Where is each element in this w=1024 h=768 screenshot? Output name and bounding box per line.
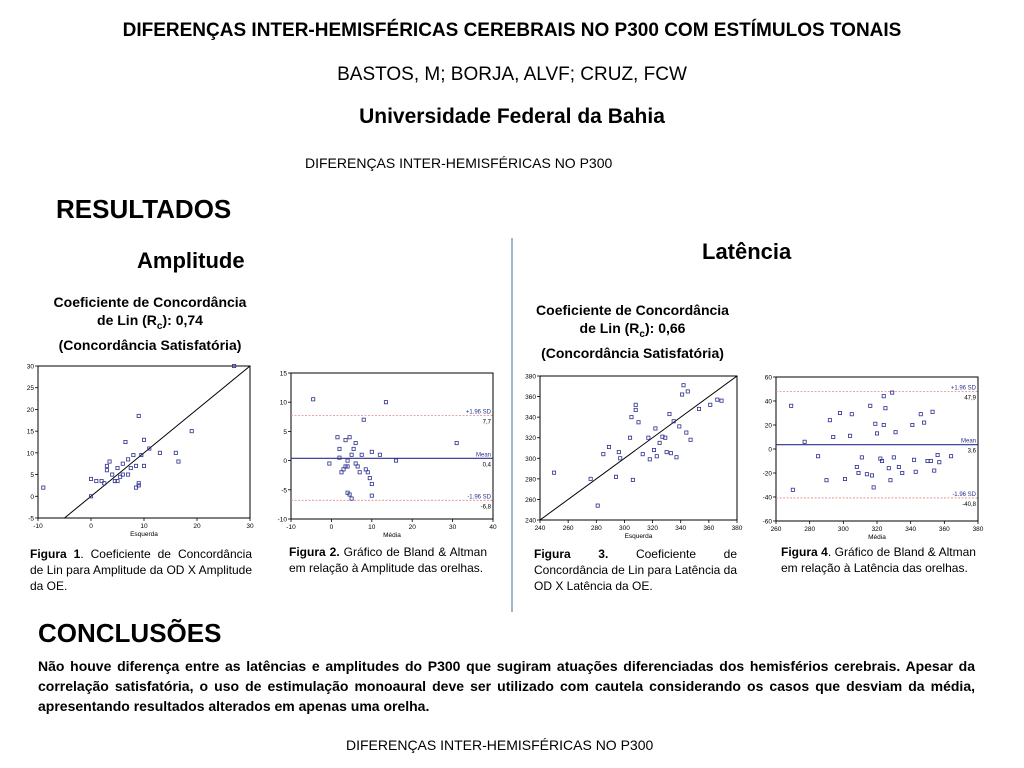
- data-point: [919, 413, 922, 416]
- data-point: [89, 477, 92, 480]
- x-tick-label: -10: [33, 523, 43, 530]
- reference-line-label: Mean: [475, 452, 491, 459]
- x-tick-label: 320: [871, 526, 883, 533]
- data-point: [875, 432, 878, 435]
- data-point: [669, 452, 672, 455]
- y-tick-label: 0: [768, 446, 772, 454]
- y-tick-label: -60: [762, 518, 772, 526]
- reference-line-label: +1.96 SD: [950, 385, 976, 392]
- data-point: [668, 412, 671, 415]
- coef-line-2: [30, 311, 270, 336]
- x-tick-label: 380: [731, 525, 743, 532]
- data-point: [887, 467, 890, 470]
- coef-value: ): 0,66: [644, 320, 686, 336]
- data-point: [105, 469, 108, 472]
- data-point: [914, 470, 917, 473]
- data-point: [174, 451, 177, 454]
- data-point: [825, 479, 828, 482]
- x-tick-label: 20: [408, 524, 416, 531]
- data-point: [894, 431, 897, 434]
- y-tick-label: -5: [281, 487, 287, 495]
- data-point: [602, 453, 605, 456]
- x-tick-label: 10: [140, 523, 148, 530]
- coef-line-3: (Concordância Satisfatória): [58, 336, 242, 353]
- data-point: [378, 453, 381, 456]
- data-point: [634, 403, 637, 406]
- data-point: [105, 464, 108, 467]
- data-point: [127, 473, 130, 476]
- data-point: [362, 418, 365, 421]
- y-tick-label: 15: [26, 428, 34, 436]
- coef-subscript: c: [156, 320, 163, 332]
- chart-fig4: [760, 372, 986, 544]
- y-tick-label: 0: [283, 458, 287, 466]
- caption-text: Gráfico de Bland & Altman em relação à Amplitude das orelhas.: [289, 545, 488, 575]
- university: Universidade Federal da Bahia: [359, 105, 665, 128]
- data-point: [614, 475, 617, 478]
- y-tick-label: 5: [30, 472, 34, 480]
- y-tick-label: 30: [26, 363, 34, 371]
- data-point: [127, 458, 130, 461]
- x-tick-label: 360: [703, 525, 715, 532]
- x-axis-label: Esquerda: [130, 531, 158, 538]
- data-point: [368, 477, 371, 480]
- data-point: [872, 486, 875, 489]
- y-tick-label: 40: [764, 398, 772, 406]
- coef-line-3: (Concordância Satisfatória): [541, 344, 724, 361]
- data-point: [348, 436, 351, 439]
- latency-heading: Latência: [702, 239, 792, 264]
- data-point: [354, 441, 357, 444]
- data-point: [716, 398, 719, 401]
- conclusions-text: Não houve diferença entre as latências e amplitudes do P300 que sugiram atuações diferenciadas dos hemisférios cerebrais. Apesar da correlação satisfatória, o uso de estimulação monoaural deve ser utilizado com cautela considerando os casos que desviam da média, apresentando resultados alterados em apenas uma orelha.: [38, 658, 975, 714]
- x-tick-label: 30: [246, 523, 254, 530]
- x-tick-label: 0: [89, 523, 93, 530]
- x-axis-label: Média: [868, 534, 886, 541]
- data-point: [884, 407, 887, 410]
- data-point: [897, 465, 900, 468]
- data-point: [857, 471, 860, 474]
- reference-line-label: -1.96 SD: [467, 494, 491, 501]
- data-point: [344, 439, 347, 442]
- data-point: [158, 451, 161, 454]
- amplitude-heading: Amplitude: [137, 248, 245, 273]
- data-point: [631, 478, 634, 481]
- data-point: [455, 441, 458, 444]
- y-tick-label: 380: [525, 373, 536, 381]
- chart-fig2: [276, 368, 498, 540]
- y-tick-label: 300: [525, 455, 536, 463]
- y-tick-label: 10: [26, 450, 34, 458]
- coef-line-1: Coeficiente de Concordância: [536, 302, 729, 318]
- bland-altman-latency-chart: [760, 372, 986, 544]
- y-tick-label: 20: [26, 406, 34, 414]
- data-point: [855, 465, 858, 468]
- data-point: [370, 450, 373, 453]
- reference-line-value: -40,8: [962, 501, 976, 508]
- y-tick-label: 240: [525, 517, 536, 525]
- data-point: [791, 488, 794, 491]
- data-point: [923, 421, 926, 424]
- x-tick-label: 10: [368, 524, 376, 531]
- data-point: [619, 457, 622, 460]
- data-point: [108, 460, 111, 463]
- data-point: [865, 473, 868, 476]
- data-point: [848, 434, 851, 437]
- caption-label: Figura 3.: [534, 547, 609, 561]
- data-point: [838, 411, 841, 414]
- conclusions-heading: CONCLUSÕES: [38, 618, 222, 648]
- x-tick-label: 300: [618, 525, 630, 532]
- plot-frame: [776, 377, 978, 521]
- results-heading: RESULTADOS: [56, 194, 232, 224]
- figure-4-caption: [781, 544, 976, 576]
- amplitude-coefficient: [30, 293, 270, 354]
- y-tick-label: 25: [26, 385, 34, 393]
- data-point: [869, 404, 872, 407]
- data-point: [682, 384, 685, 387]
- y-tick-label: 280: [525, 476, 536, 484]
- x-tick-label: 240: [534, 525, 546, 532]
- data-point: [132, 453, 135, 456]
- data-point: [720, 399, 723, 402]
- data-point: [926, 459, 929, 462]
- data-point: [124, 440, 127, 443]
- data-point: [874, 422, 877, 425]
- data-point: [370, 482, 373, 485]
- figure-3-caption: [534, 546, 737, 594]
- data-point: [328, 462, 331, 465]
- reference-line-label: Mean: [960, 438, 976, 445]
- x-tick-label: 320: [647, 525, 659, 532]
- data-point: [121, 462, 124, 465]
- data-point: [95, 479, 98, 482]
- x-tick-label: 40: [489, 524, 497, 531]
- data-point: [346, 459, 349, 462]
- data-point: [850, 413, 853, 416]
- coef-line-1: Coeficiente de Concordância: [53, 294, 247, 310]
- data-point: [628, 436, 631, 439]
- x-tick-label: 0: [329, 524, 334, 531]
- y-tick-label: 320: [525, 435, 536, 443]
- y-tick-label: 0: [30, 493, 34, 501]
- data-point: [949, 455, 952, 458]
- data-point: [709, 403, 712, 406]
- data-point: [803, 440, 806, 443]
- y-tick-label: 360: [525, 394, 536, 402]
- data-point: [617, 451, 620, 454]
- data-point: [312, 398, 315, 401]
- x-tick-label: 280: [804, 526, 816, 533]
- figure-1-caption: [30, 546, 252, 594]
- data-point: [933, 469, 936, 472]
- caption-text: . Coeficiente de Concordância de Lin para Amplitude da OD X Amplitude da OE.: [30, 547, 252, 593]
- data-point: [912, 458, 915, 461]
- data-point: [137, 414, 140, 417]
- reference-line-label: +1.96 SD: [465, 409, 491, 416]
- data-point: [936, 453, 939, 456]
- x-tick-label: 260: [770, 526, 782, 533]
- data-point: [352, 447, 355, 450]
- data-point: [641, 453, 644, 456]
- caption-label: Figura 2.: [289, 545, 340, 559]
- data-point: [655, 455, 658, 458]
- data-point: [394, 459, 397, 462]
- data-point: [678, 425, 681, 428]
- data-point: [336, 436, 339, 439]
- data-point: [607, 445, 610, 448]
- data-point: [901, 471, 904, 474]
- data-point: [596, 504, 599, 507]
- data-point: [384, 401, 387, 404]
- data-point: [647, 436, 650, 439]
- x-axis-label: Média: [383, 532, 401, 539]
- data-point: [111, 473, 114, 476]
- data-point: [552, 471, 555, 474]
- y-tick-label: 60: [764, 374, 772, 382]
- coef-text: de Lin (R: [97, 312, 157, 328]
- data-point: [142, 438, 145, 441]
- reference-line-value: 0,4: [482, 462, 491, 469]
- chart-fig3: [512, 372, 745, 544]
- chart-fig1: [22, 362, 262, 542]
- data-point: [137, 482, 140, 485]
- plot-frame: [38, 366, 250, 518]
- figure-2-caption: [289, 544, 487, 576]
- data-point: [589, 477, 592, 480]
- data-point: [860, 456, 863, 459]
- x-tick-label: 20: [193, 523, 201, 530]
- data-point: [116, 466, 119, 469]
- data-point: [338, 447, 341, 450]
- data-point: [686, 390, 689, 393]
- data-point: [689, 438, 692, 441]
- data-point: [637, 421, 640, 424]
- x-tick-label: 30: [448, 524, 457, 531]
- data-point: [360, 453, 363, 456]
- y-tick-label: 15: [279, 370, 287, 378]
- latency-coefficient: [520, 301, 745, 362]
- data-point: [350, 497, 353, 500]
- caption-label: Figura 4: [781, 545, 828, 559]
- data-point: [828, 419, 831, 422]
- y-tick-label: 5: [283, 428, 287, 436]
- poster-title: DIFERENÇAS INTER-HEMISFÉRICAS CEREBRAIS NO P300 COM ESTÍMULOS TONAIS: [122, 20, 902, 41]
- reference-line-label: -1.96 SD: [952, 491, 976, 498]
- x-tick-label: 300: [837, 526, 849, 533]
- x-tick-label: 340: [905, 526, 917, 533]
- data-point: [652, 448, 655, 451]
- data-point: [142, 464, 145, 467]
- x-tick-label: 280: [590, 525, 602, 532]
- data-point: [358, 471, 361, 474]
- data-point: [870, 474, 873, 477]
- x-tick-label: 340: [675, 525, 687, 532]
- y-tick-label: -20: [762, 470, 772, 478]
- y-tick-label: 20: [764, 422, 772, 430]
- data-point: [832, 435, 835, 438]
- data-point: [350, 453, 353, 456]
- data-point: [658, 441, 661, 444]
- data-point: [892, 456, 895, 459]
- data-point: [634, 408, 637, 411]
- caption-text: Coeficiente de Concordância de Lin para Latência da OD X Latência da OE.: [534, 547, 737, 593]
- data-point: [42, 486, 45, 489]
- data-point: [648, 458, 651, 461]
- y-tick-label: 340: [525, 414, 536, 422]
- y-tick-label: 260: [525, 496, 536, 504]
- reference-line-value: 3,6: [967, 448, 976, 455]
- plot-frame: [291, 373, 493, 519]
- data-point: [370, 494, 373, 497]
- caption-text: . Gráfico de Bland & Altman em relação à Latência das orelhas.: [781, 545, 976, 575]
- data-point: [790, 404, 793, 407]
- footer-running-title: DIFERENÇAS INTER-HEMISFÉRICAS NO P300: [346, 737, 654, 753]
- coef-line-2: [520, 319, 745, 344]
- data-point: [938, 461, 941, 464]
- data-point: [697, 407, 700, 410]
- coef-subscript: c: [639, 328, 645, 340]
- data-point: [882, 395, 885, 398]
- x-axis-label: Esquerda: [624, 533, 653, 540]
- y-tick-label: -5: [28, 515, 34, 523]
- data-point: [675, 456, 678, 459]
- data-point: [346, 465, 349, 468]
- data-point: [843, 477, 846, 480]
- reference-line-value: 7,7: [482, 419, 491, 426]
- coef-value: ): 0,74: [162, 312, 203, 328]
- data-point: [134, 464, 137, 467]
- data-point: [177, 460, 180, 463]
- data-point: [931, 410, 934, 413]
- x-tick-label: -10: [286, 524, 296, 531]
- reference-line-value: -6,8: [480, 504, 491, 511]
- data-point: [911, 423, 914, 426]
- reference-line-value: 47,9: [964, 395, 976, 402]
- x-tick-label: 260: [562, 525, 574, 532]
- bland-altman-amplitude-chart: [276, 368, 498, 540]
- authors: BASTOS, M; BORJA, ALVF; CRUZ, FCW: [337, 64, 687, 85]
- y-tick-label: -10: [277, 516, 287, 524]
- data-point: [190, 430, 193, 433]
- y-tick-label: -40: [762, 494, 772, 502]
- coef-text: de Lin (R: [579, 320, 640, 336]
- data-point: [929, 459, 932, 462]
- y-tick-label: 10: [279, 399, 287, 407]
- identity-line: [540, 376, 737, 520]
- running-title: DIFERENÇAS INTER-HEMISFÉRICAS NO P300: [305, 155, 613, 171]
- x-tick-label: 380: [972, 526, 984, 533]
- data-point: [665, 451, 668, 454]
- lin-concordance-latency-chart: [512, 372, 745, 544]
- caption-label: Figura 1: [30, 547, 81, 561]
- data-point: [630, 416, 633, 419]
- data-point: [685, 431, 688, 434]
- lin-concordance-amplitude-chart: [22, 362, 262, 542]
- data-point: [882, 423, 885, 426]
- data-point: [654, 427, 657, 430]
- data-point: [889, 479, 892, 482]
- data-point: [129, 466, 132, 469]
- x-tick-label: 360: [938, 526, 950, 533]
- data-point: [816, 455, 819, 458]
- data-point: [681, 393, 684, 396]
